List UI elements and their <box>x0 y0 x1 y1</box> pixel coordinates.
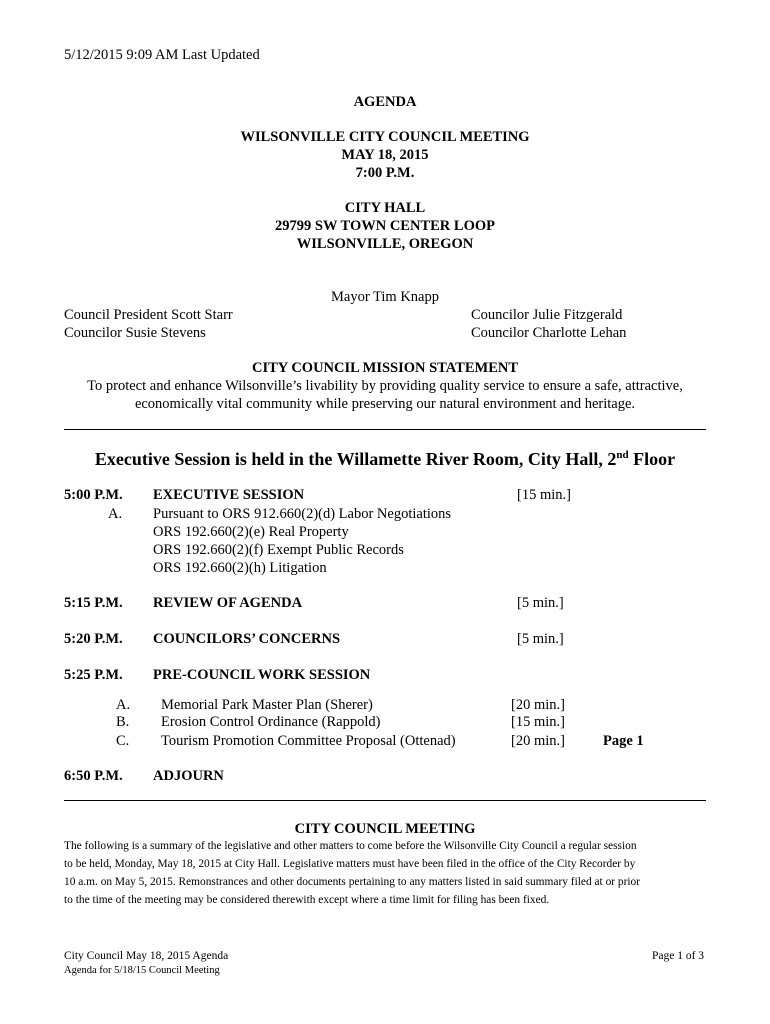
meeting-line-3: 10 a.m. on May 5, 2015. Remonstrances and other documents pertaining to any matters listed in said summary filed at or prior <box>64 876 641 888</box>
footer-doc-subtitle: Agenda for 5/18/15 Council Meeting <box>64 965 220 976</box>
venue-address: 29799 SW TOWN CENTER LOOP <box>275 218 495 234</box>
venue-city: WILSONVILLE, OREGON <box>296 236 474 252</box>
precouncil-sub-letter-a: A. <box>116 697 131 713</box>
exec-sub-line-2: ORS 192.660(2)(e) Real Property <box>153 524 349 540</box>
councilor-fitzgerald: Councilor Julie Fitzgerald <box>471 307 623 323</box>
meeting-time: 7:00 P.M. <box>355 165 415 181</box>
mission-heading: CITY COUNCIL MISSION STATEMENT <box>251 360 519 376</box>
meeting-heading: CITY COUNCIL MEETING <box>294 821 476 837</box>
meeting-date: MAY 18, 2015 <box>341 147 429 163</box>
mission-line-1: To protect and enhance Wilsonville’s livability by providing quality service to ensure a safe, attractive, <box>87 378 683 394</box>
item-duration-exec: [15 min.] <box>517 487 571 503</box>
meeting-summary <box>64 837 708 909</box>
item-title-concerns: COUNCILORS’ CONCERNS <box>153 631 341 647</box>
item-title-review: REVIEW OF AGENDA <box>153 595 303 611</box>
item-title-exec: EXECUTIVE SESSION <box>153 487 305 503</box>
mission-line-2: economically vital community while preserving our natural environment and heritage. <box>134 396 636 412</box>
item-duration-review: [5 min.] <box>517 595 564 611</box>
item-title-precouncil: PRE-COUNCIL WORK SESSION <box>153 667 371 683</box>
precouncil-sub-duration-a: [20 min.] <box>511 697 565 713</box>
footer-doc-title: City Council May 18, 2015 Agenda <box>64 950 229 962</box>
precouncil-sub-text-b: Erosion Control Ordinance (Rappold) <box>161 714 381 730</box>
agenda-title: AGENDA <box>353 94 417 110</box>
exec-heading-suffix: Floor <box>628 449 676 469</box>
exec-sub-line-3: ORS 192.660(2)(f) Exempt Public Records <box>153 542 404 558</box>
exec-sub-line-1: Pursuant to ORS 912.660(2)(d) Labor Negotiations <box>153 506 452 522</box>
exec-heading-sup: nd <box>616 449 629 461</box>
divider-bottom <box>64 800 706 801</box>
item-duration-concerns: [5 min.] <box>517 631 564 647</box>
meeting-line-1: The following is a summary of the legislative and other matters to come before the Wilsonville City Council a regular session <box>64 840 637 852</box>
footer-page-number: Page 1 of 3 <box>652 950 705 962</box>
precouncil-sub-duration-c: [20 min.] <box>511 733 565 749</box>
item-time-review: 5:15 P.M. <box>64 595 123 611</box>
exec-sub-letter: A. <box>108 506 123 522</box>
exec-session-heading <box>0 449 770 470</box>
council-president: Council President Scott Starr <box>64 307 233 323</box>
precouncil-sub-duration-b: [15 min.] <box>511 714 565 730</box>
meeting-name: WILSONVILLE CITY COUNCIL MEETING <box>240 129 530 145</box>
councilor-stevens: Councilor Susie Stevens <box>64 325 206 341</box>
item-title-adjourn: ADJOURN <box>153 768 224 784</box>
item-time-precouncil: 5:25 P.M. <box>64 667 123 683</box>
page-reference-link[interactable]: Page 1 <box>603 733 644 749</box>
councilor-lehan: Councilor Charlotte Lehan <box>471 325 627 341</box>
item-time-adjourn: 6:50 P.M. <box>64 768 123 784</box>
meeting-line-2: to be held, Monday, May 18, 2015 at City Hall. Legislative matters must have been filed in the office of the City Recorder by <box>64 858 636 870</box>
meeting-line-4: to the time of the meeting may be considered therewith except where a time limit for filing has been fixed. <box>64 894 550 906</box>
mayor-name: Mayor Tim Knapp <box>331 289 439 305</box>
item-time-concerns: 5:20 P.M. <box>64 631 123 647</box>
venue-name: CITY HALL <box>344 200 426 216</box>
precouncil-sub-text-c: Tourism Promotion Committee Proposal (Ottenad) <box>161 733 456 749</box>
exec-sub-line-4: ORS 192.660(2)(h) Litigation <box>153 560 327 576</box>
item-time-exec: 5:00 P.M. <box>64 487 123 503</box>
precouncil-sub-letter-b: B. <box>116 714 130 730</box>
precouncil-sub-text-a: Memorial Park Master Plan (Sherer) <box>161 697 373 713</box>
divider-top <box>64 429 706 430</box>
last-updated-text: 5/12/2015 9:09 AM Last Updated <box>64 47 260 63</box>
precouncil-sub-letter-c: C. <box>116 733 130 749</box>
exec-heading-text: Executive Session is held in the Willamette River Room, City Hall, 2 <box>94 449 617 469</box>
